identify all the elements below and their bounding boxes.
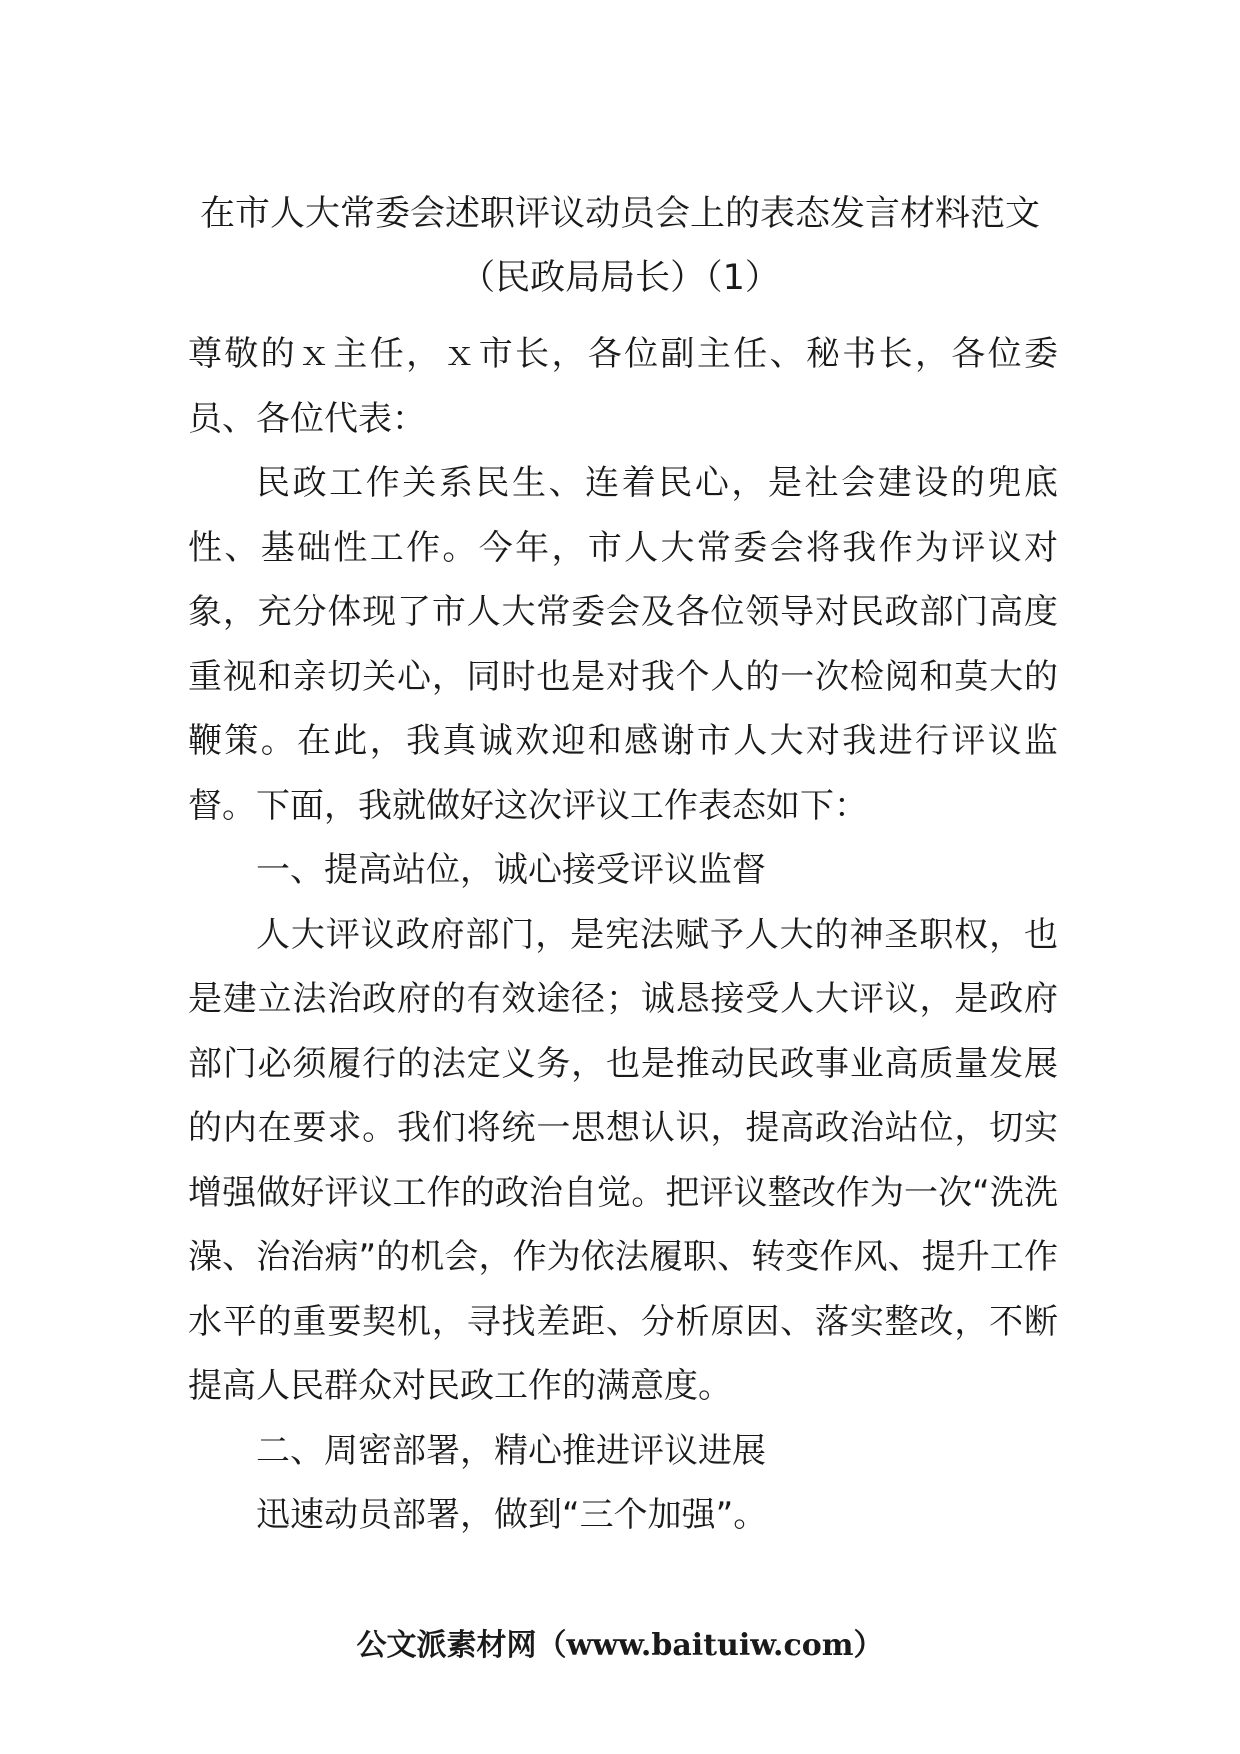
footer-watermark: 公文派素材网（www.baituiw.com） xyxy=(356,1628,884,1663)
salutation: 尊敬的ｘ主任，ｘ市长，各位副主任、秘书长，各位委员、各位代表： xyxy=(188,334,1058,439)
paragraph-section-2: 迅速动员部署，做到“三个加强”。 xyxy=(256,1495,768,1535)
title-line-2: （民政局局长）（1） xyxy=(460,258,780,298)
paragraph-section-1: 人大评议政府部门，是宪法赋予人大的神圣职权，也是建立法治政府的有效途径；诚恳接受人大评议，是政府部门必须履行的法定义务，也是推动民政事业高质量发展的内在要求。我们将统一思想认识，提高政治站位，切实增强做好评议工作的政治自觉。把评议整改作为一次“洗洗澡、治治病”的机会，作为依法履职、转变作风、提升工作水平的重要契机，寻找差距、分析原因、落实整改，不断提高人民群众对民政工作的满意度。 xyxy=(188,914,1058,1406)
title-line-1: 在市人大常委会述职评议动员会上的表态发言材料范文 xyxy=(199,194,1040,234)
section-heading-1: 一、提高站位，诚心接受评议监督 xyxy=(256,850,766,890)
section-heading-2: 二、周密部署，精心推进评议进展 xyxy=(256,1430,766,1471)
document-body xyxy=(188,322,1058,1548)
paragraph-intro: 民政工作关系民生、连着民心，是社会建设的兜底性、基础性工作。今年，市人大常委会将我作为评议对象，充分体现了市人大常委会及各位领导对民政部门高度重视和亲切关心，同时也是对我个人的一次检阅和莫大的鞭策。在此，我真诚欢迎和感谢市人大对我进行评议监督。下面，我就做好这次评议工作表态如下： xyxy=(188,463,1058,826)
document-title xyxy=(190,182,1050,310)
